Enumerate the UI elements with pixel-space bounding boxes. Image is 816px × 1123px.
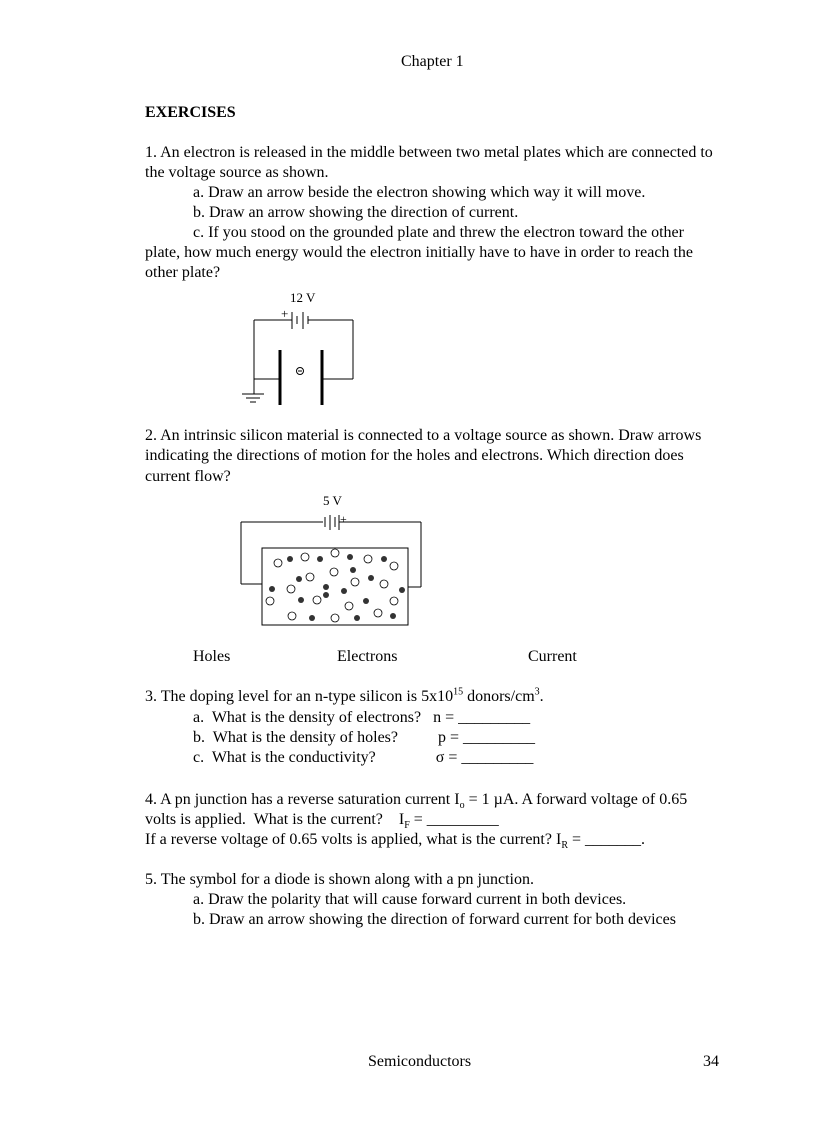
q1-part-c: plate, how much energy would the electron initially have to have in order to reach the [145, 244, 693, 261]
q1-part-a: a. Draw an arrow beside the electron showing which way it will move. [193, 184, 646, 201]
q1-part-c: other plate? [145, 264, 221, 281]
q5-part-b: b. Draw an arrow showing the direction of forward current for both devices [193, 911, 676, 928]
q1-part-c: c. If you stood on the grounded plate and threw the electron toward the other [193, 224, 684, 241]
q1-part-b: b. Draw an arrow showing the direction of current. [193, 204, 519, 221]
silicon-circuit-diagram [230, 490, 430, 635]
q1-text: 1. An electron is released in the middle between two metal plates which are connected to [145, 144, 713, 161]
label-current: Current [528, 648, 577, 665]
page-header: Chapter 1 [401, 53, 464, 70]
q3-text: 3. The doping level for an n-type silicon is $5x10^{15}$ donors/$cm^3$. [145, 686, 544, 705]
q3-part-a: a. What is the density of electrons? n = _________ [193, 709, 531, 726]
q2-text: indicating the directions of motion for the holes and electrons. Which direction does [145, 447, 684, 464]
voltage-label: 5 V [323, 493, 342, 508]
voltage-label: 12 V [290, 290, 316, 305]
q1-text: the voltage source as shown. [145, 164, 329, 181]
q2-text: current flow? [145, 468, 231, 485]
q5-text: 5. The symbol for a diode is shown along with a pn junction. [145, 871, 534, 888]
plates-circuit-diagram [230, 285, 370, 410]
q4-line2: volts is applied. What is the current? $I_F$ = _________ [145, 811, 499, 832]
q3-part-b: b. What is the density of holes? p = _________ [193, 729, 536, 746]
label-electrons: Electrons [337, 648, 398, 665]
q5-part-a: a. Draw the polarity that will cause forward current in both devices. [193, 891, 627, 908]
footer-title: Semiconductors [368, 1053, 472, 1070]
q3-part-c: c. What is the conductivity? σ = _________ [193, 749, 534, 766]
q4-line1: 4. A pn junction has a reverse saturation current $I_o = 1$ µA. A forward voltage of 0.65 [145, 791, 688, 812]
q2-text: 2. An intrinsic silicon material is connected to a voltage source as shown. Draw arrows [145, 427, 702, 444]
page-number: 34 [703, 1053, 719, 1070]
section-title: EXERCISES [145, 104, 236, 121]
label-holes: Holes [193, 648, 231, 665]
q4-line3: If a reverse voltage of 0.65 volts is applied, what is the current? $I_R$ = _______. [145, 831, 646, 852]
plus-sign: + [340, 512, 347, 526]
holes [266, 549, 398, 622]
plus-sign: + [281, 306, 289, 321]
